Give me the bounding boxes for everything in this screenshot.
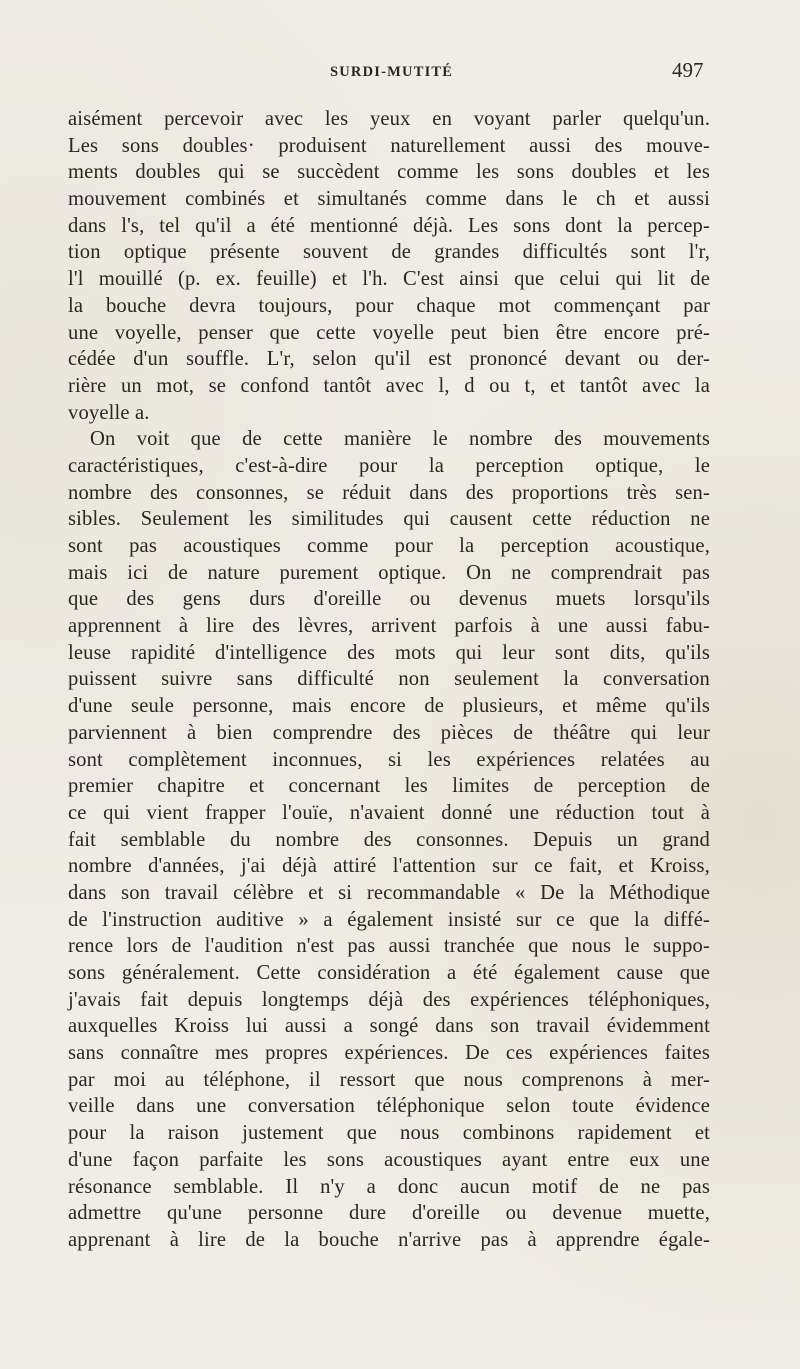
text-line: sont pas acoustiques comme pour la perception acoustique, <box>68 535 710 557</box>
text-line: caractéristiques, c'est-à-dire pour la perception optique, le <box>68 454 710 477</box>
text-line: parviennent à bien comprendre des pièces de théâtre qui leur <box>68 721 710 744</box>
text-line: rence lors de l'audition n'est pas aussi tranchée que nous le suppo- <box>68 935 710 958</box>
text-line: tion optique présente souvent de grandes difficultés sont l'r, <box>68 241 710 264</box>
text-line: résonance semblable. Il n'y a donc aucun motif de ne pas <box>68 1175 710 1198</box>
text-line: leuse rapidité d'intelligence des mots qui leur sont dits, qu'ils <box>68 641 710 664</box>
text-line: auxquelles Kroiss lui aussi a songé dans son travail évidemment <box>68 1015 710 1038</box>
text-line: mouvement combinés et simultanés comme dans le ch et aussi <box>68 188 710 211</box>
text-line: Les sons doubles· produisent naturellement aussi des mouve- <box>68 134 710 157</box>
text-line: l'l mouillé (p. ex. feuille) et l'h. C'est ainsi que celui qui lit de <box>68 268 710 291</box>
running-head <box>0 58 800 92</box>
text-line: voyelle a. <box>68 401 150 424</box>
text-line: sont complètement inconnues, si les expériences relatées au <box>68 748 710 771</box>
text-line: aisément percevoir avec les yeux en voyant parler quelqu'un. <box>68 108 710 130</box>
text-line: admettre qu'une personne dure d'oreille ou devenue muette, <box>68 1202 710 1225</box>
text-line: fait semblable du nombre des consonnes. Depuis un grand <box>68 828 710 851</box>
text-line: apprenant à lire de la bouche n'arrive pas à apprendre égale- <box>68 1228 710 1251</box>
text-line: rière un mot, se confond tantôt avec l, d ou t, et tantôt avec la <box>68 374 710 397</box>
text-line: nombre d'années, j'ai déjà attiré l'attention sur ce fait, et Kroiss, <box>68 855 710 878</box>
text-line: que des gens durs d'oreille ou devenus muets lorsqu'ils <box>68 588 710 611</box>
page-number: 497 <box>672 58 704 82</box>
text-line: une voyelle, penser que cette voyelle peut bien être encore pré- <box>68 321 710 344</box>
text-line: dans l's, tel qu'il a été mentionné déjà. Les sons dont la percep- <box>68 214 710 237</box>
text-line: veille dans une conversation téléphonique selon toute évidence <box>68 1095 710 1118</box>
text-line: On voit que de cette manière le nombre des mouvements <box>90 428 710 451</box>
text-line: par moi au téléphone, il ressort que nous comprenons à mer- <box>68 1068 710 1091</box>
text-line: cédée d'un souffle. L'r, selon qu'il est prononcé devant ou der- <box>68 348 710 371</box>
text-line: ments doubles qui se succèdent comme les sons doubles et les <box>68 161 710 184</box>
text-line: sans connaître mes propres expériences. De ces expériences faites <box>68 1042 710 1065</box>
text-line: dans son travail célèbre et si recommandable « De la Méthodique <box>68 881 710 904</box>
text-line: la bouche devra toujours, pour chaque mot commençant par <box>68 294 710 317</box>
text-line: premier chapitre et concernant les limites de perception de <box>68 775 710 798</box>
text-line: d'une seule personne, mais encore de plusieurs, et même qu'ils <box>68 695 710 718</box>
text-line: sons généralement. Cette considération a été également cause que <box>68 962 710 984</box>
text-line: apprennent à lire des lèvres, arrivent parfois à une aussi fabu- <box>68 615 710 638</box>
text-line: puissent suivre sans difficulté non seulement la conversation <box>68 668 710 691</box>
text-line: ce qui vient frapper l'ouïe, n'avaient donné une réduction tout à <box>68 801 710 824</box>
text-line: de l'instruction auditive » a également insisté sur ce que la diffé- <box>68 908 710 931</box>
text-line: j'avais fait depuis longtemps déjà des expériences téléphoniques, <box>68 988 710 1011</box>
body-text <box>68 106 710 1254</box>
text-line: nombre des consonnes, se réduit dans des proportions très sen- <box>68 481 710 504</box>
text-line: sibles. Seulement les similitudes qui causent cette réduction ne <box>68 508 710 531</box>
text-line: mais ici de nature purement optique. On ne comprendrait pas <box>68 561 710 584</box>
text-line: d'une façon parfaite les sons acoustiques ayant entre eux une <box>68 1148 710 1171</box>
running-title: SURDI-MUTITÉ <box>330 64 454 80</box>
text-line: pour la raison justement que nous combinons rapidement et <box>68 1122 710 1145</box>
